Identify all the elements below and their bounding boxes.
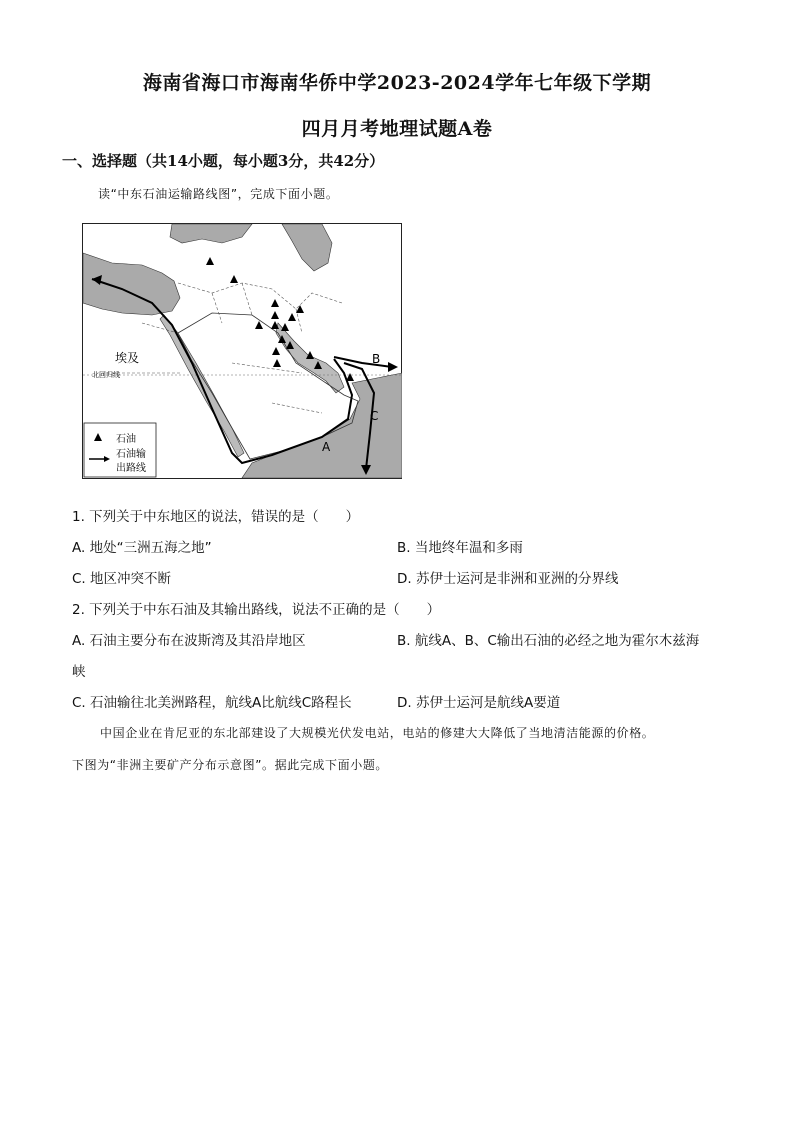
question-1-option-a: A. 地处“三洲五海之地” xyxy=(72,540,212,556)
route-b-label: B xyxy=(372,352,381,366)
question-2-stem: 2. 下列关于中东石油及其输出路线，说法不正确的是（ ） xyxy=(72,602,441,618)
legend-oil-label: 石油 xyxy=(116,434,136,445)
africa-intro-text-line-2: 下图为“非洲主要矿产分布示意图”。据此完成下面小题。 xyxy=(72,758,389,772)
page-title-line-2: 四月月考地理试题A卷 xyxy=(301,118,493,140)
africa-intro-text-line-1: 中国企业在肯尼亚的东北部建设了大规模光伏发电站，电站的修建大大降低了当地清洁能源的价格。 xyxy=(100,726,655,740)
question-1-option-c: C. 地区冲突不断 xyxy=(72,571,172,587)
middle-east-oil-route-map xyxy=(82,223,402,479)
question-2-option-b-continued: 峡 xyxy=(72,664,86,680)
legend-route-label-1: 石油输 xyxy=(116,449,146,460)
route-c-label: C xyxy=(370,409,379,423)
question-1-option-b: B. 当地终年温和多雨 xyxy=(397,540,523,556)
page-title-line-1: 海南省海口市海南华侨中学2023-2024学年七年级下学期 xyxy=(142,72,652,94)
question-2-option-d: D. 苏伊士运河是航线A要道 xyxy=(397,695,561,711)
question-2-option-b: B. 航线A、B、C输出石油的必经之地为霍尔木兹海 xyxy=(397,633,700,649)
question-2-option-c: C. 石油输往北美洲路程，航线A比航线C路程长 xyxy=(72,695,352,711)
map-intro-text: 读“中东石油运输路线图”，完成下面小题。 xyxy=(98,187,339,201)
egypt-label: 埃及 xyxy=(115,351,140,365)
tropic-label: 北回归线 xyxy=(92,371,120,379)
question-2-option-a: A. 石油主要分布在波斯湾及其沿岸地区 xyxy=(72,633,306,649)
route-a-label: A xyxy=(322,440,331,454)
question-1-option-d: D. 苏伊士运河是非洲和亚洲的分界线 xyxy=(397,571,619,587)
question-1-stem: 1. 下列关于中东地区的说法，错误的是（ ） xyxy=(72,509,360,525)
legend-route-label-2: 出路线 xyxy=(116,463,146,474)
section-heading: 一、选择题（共14小题，每小题3分，共42分） xyxy=(62,152,385,170)
